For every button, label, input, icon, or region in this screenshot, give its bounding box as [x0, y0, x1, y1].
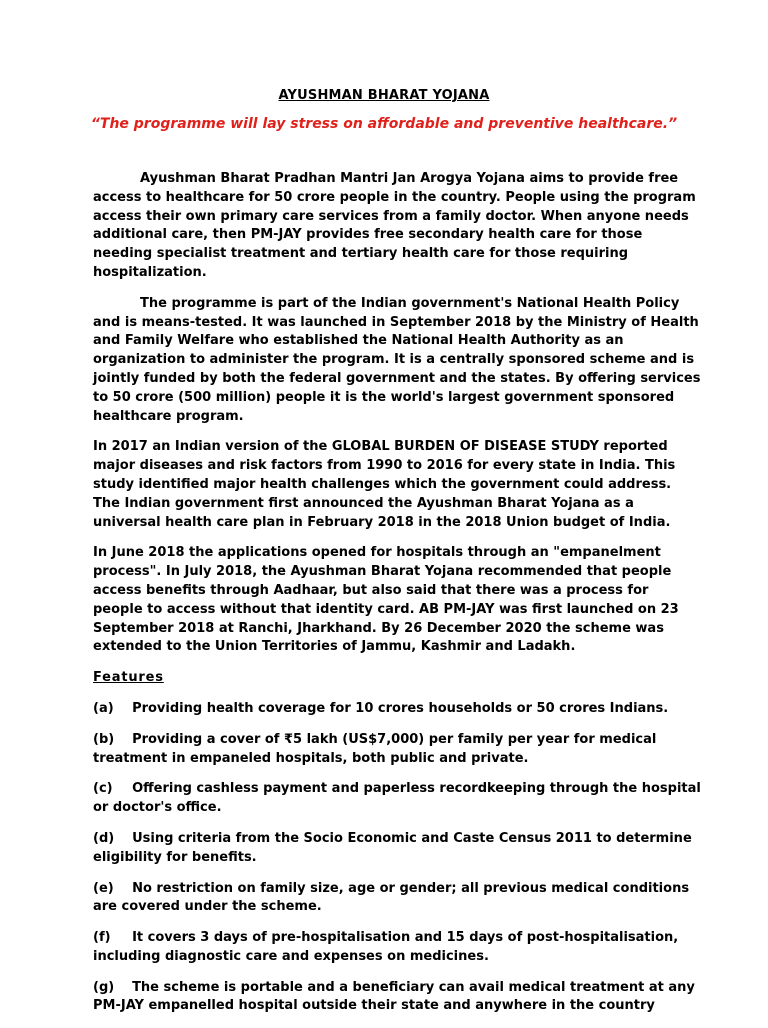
feature-item — [93, 700, 701, 719]
feature-item — [93, 979, 701, 1017]
paragraph-history: In 2017 an Indian version of the GLOBAL BURDEN OF DISEASE STUDY reported major diseases and risk factors from 1990 to 2016 for every state in India. This study identified major health challenges which the government could address. The Indian government first announced the Ayushman Bharat Yojana as a universal health care plan in February 2018 in the 2018 Union budget of India. — [93, 439, 676, 530]
feature-item — [93, 830, 701, 868]
feature-text: No restriction on family size, age or gender; all previous medical conditions are covered under the scheme. — [93, 880, 690, 915]
features-heading: Features — [93, 670, 164, 686]
feature-marker: (b) — [93, 731, 115, 747]
feature-item — [93, 731, 701, 769]
paragraph-intro: Ayushman Bharat Pradhan Mantri Jan Arogya Yojana aims to provide free access to healthcare for 50 crore people in the country. People using the program access their own primary care services from a family doctor. When anyone needs additional care, then PM-JAY provides free secondary health care for those needing specialist treatment and tertiary health care for those requiring hospitalization. — [93, 171, 696, 280]
feature-item — [93, 929, 701, 967]
feature-marker: (f) — [93, 930, 111, 946]
document-body — [93, 170, 701, 1028]
document-title: AYUSHMAN BHARAT YOJANA — [278, 88, 490, 103]
features-list — [93, 700, 701, 1016]
feature-text: Providing health coverage for 10 crores households or 50 crores Indians. — [132, 700, 669, 716]
feature-marker: (a) — [93, 700, 114, 716]
feature-text: Offering cashless payment and paperless recordkeeping through the hospital or doctor's office. — [93, 781, 701, 816]
feature-item — [93, 780, 701, 818]
paragraph-launch: In June 2018 the applications opened for hospitals through an "empanelment process". In July 2018, the Ayushman Bharat Yojana recommended that people access benefits through Aadhaar, but also said that there was a process for people to access without that identity card. AB PM-JAY was first launched on 23 September 2018 at Ranchi, Jharkhand. By 26 December 2020 the scheme was extended to the Union Territories of Jammu, Kashmir and Ladakh. — [93, 545, 679, 655]
paragraph-policy: The programme is part of the Indian government's National Health Policy and is means-tested. It was launched in September 2018 by the Ministry of Health and Family Welfare who established the National Health Authority as an organization to administer the program. It is a centrally sponsored scheme and is jointly funded by both the federal government and the states. By offering services to 50 crore (500 million) people it is the world's largest government sponsored healthcare program. — [93, 295, 701, 424]
feature-text: It covers 3 days of pre-hospitalisation and 15 days of post-hospitalisation, including diagnostic care and expenses on medicines. — [93, 930, 679, 964]
feature-marker: (d) — [93, 830, 115, 846]
feature-text: Using criteria from the Socio Economic and Caste Census 2011 to determine eligibility for benefits. — [93, 830, 692, 865]
feature-marker: (e) — [93, 880, 114, 896]
feature-marker: (c) — [93, 781, 113, 797]
document-quote: “The programme will lay stress on affordable and preventive healthcare.” — [90, 116, 678, 132]
feature-marker: (g) — [93, 979, 115, 995]
feature-text: The scheme is portable and a beneficiary can avail medical treatment at any PM-JAY empanelled hospital outside their state and anywhere in the country — [93, 979, 695, 1014]
feature-text: Providing a cover of ₹5 lakh (US$7,000) per family per year for medical treatment in empaneled hospitals, both public and private. — [93, 731, 657, 766]
feature-item — [93, 880, 701, 918]
